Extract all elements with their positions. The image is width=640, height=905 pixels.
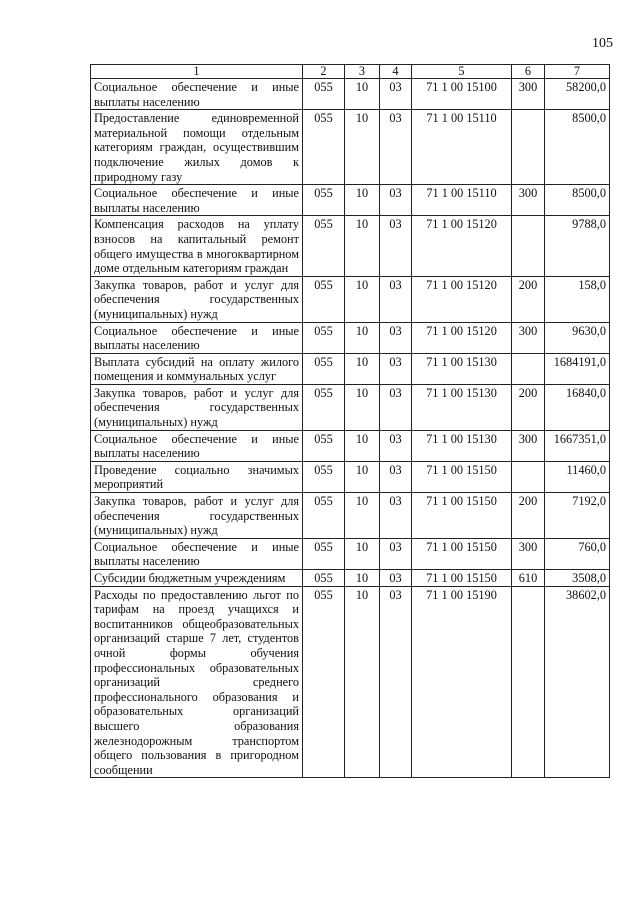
row-name: Компенсация расходов на уплату взносов на капитальный ремонт общего имущества в многоквартирном доме отдельным категориям граждан	[91, 216, 303, 276]
row-target: 71 1 00 15150	[412, 493, 512, 539]
row-amount: 9788,0	[545, 216, 610, 276]
row-expense-type: 200	[512, 384, 545, 430]
row-expense-type	[512, 353, 545, 384]
row-target: 71 1 00 15110	[412, 185, 512, 216]
table-row	[91, 538, 610, 569]
table-row	[91, 276, 610, 322]
row-amount: 760,0	[545, 538, 610, 569]
row-subsection: 03	[380, 430, 412, 461]
row-name: Субсидии бюджетным учреждениям	[91, 570, 303, 587]
header-col-amount: 7	[545, 65, 610, 79]
row-ministry: 055	[303, 538, 345, 569]
row-name: Социальное обеспечение и иные выплаты населению	[91, 430, 303, 461]
table-row	[91, 586, 610, 778]
row-ministry: 055	[303, 353, 345, 384]
row-expense-type	[512, 216, 545, 276]
row-ministry: 055	[303, 493, 345, 539]
row-section: 10	[345, 322, 380, 353]
row-expense-type: 300	[512, 538, 545, 569]
row-section: 10	[345, 276, 380, 322]
row-target: 71 1 00 15130	[412, 430, 512, 461]
row-amount: 16840,0	[545, 384, 610, 430]
row-amount: 7192,0	[545, 493, 610, 539]
row-amount: 3508,0	[545, 570, 610, 587]
row-name: Проведение социально значимых мероприятий	[91, 461, 303, 492]
row-expense-type	[512, 461, 545, 492]
row-amount: 158,0	[545, 276, 610, 322]
row-expense-type: 200	[512, 493, 545, 539]
row-subsection: 03	[380, 570, 412, 587]
row-amount: 58200,0	[545, 79, 610, 110]
row-amount: 1684191,0	[545, 353, 610, 384]
table-row	[91, 570, 610, 587]
row-subsection: 03	[380, 461, 412, 492]
header-col-section: 3	[345, 65, 380, 79]
row-expense-type: 300	[512, 322, 545, 353]
table-body	[91, 79, 610, 778]
row-section: 10	[345, 110, 380, 185]
row-section: 10	[345, 185, 380, 216]
row-target: 71 1 00 15120	[412, 322, 512, 353]
table-row	[91, 430, 610, 461]
row-section: 10	[345, 586, 380, 778]
row-ministry: 055	[303, 430, 345, 461]
row-section: 10	[345, 430, 380, 461]
page-number: 105	[592, 36, 613, 51]
row-ministry: 055	[303, 216, 345, 276]
row-section: 10	[345, 538, 380, 569]
row-expense-type: 300	[512, 185, 545, 216]
header-row	[91, 65, 610, 79]
row-section: 10	[345, 384, 380, 430]
row-section: 10	[345, 216, 380, 276]
table-row	[91, 216, 610, 276]
row-subsection: 03	[380, 493, 412, 539]
row-ministry: 055	[303, 185, 345, 216]
row-subsection: 03	[380, 110, 412, 185]
header-col-ministry: 2	[303, 65, 345, 79]
row-ministry: 055	[303, 276, 345, 322]
row-subsection: 03	[380, 353, 412, 384]
row-name: Закупка товаров, работ и услуг для обеспечения государственных (муниципальных) нужд	[91, 493, 303, 539]
row-subsection: 03	[380, 216, 412, 276]
row-subsection: 03	[380, 276, 412, 322]
table-row	[91, 185, 610, 216]
row-ministry: 055	[303, 322, 345, 353]
header-col-name: 1	[91, 65, 303, 79]
row-subsection: 03	[380, 322, 412, 353]
row-amount: 11460,0	[545, 461, 610, 492]
row-target: 71 1 00 15150	[412, 570, 512, 587]
header-col-expense-type: 6	[512, 65, 545, 79]
table-row	[91, 384, 610, 430]
row-name: Выплата субсидий на оплату жилого помещения и коммунальных услуг	[91, 353, 303, 384]
row-subsection: 03	[380, 79, 412, 110]
table-row	[91, 353, 610, 384]
row-name: Социальное обеспечение и иные выплаты населению	[91, 79, 303, 110]
row-name: Предоставление единовременной материальной помощи отдельным категориям граждан, осуществившим подключение жилых домов к природному газу	[91, 110, 303, 185]
row-expense-type: 610	[512, 570, 545, 587]
row-section: 10	[345, 79, 380, 110]
header-col-subsection: 4	[380, 65, 412, 79]
row-amount: 1667351,0	[545, 430, 610, 461]
table-row	[91, 110, 610, 185]
row-section: 10	[345, 493, 380, 539]
row-target: 71 1 00 15130	[412, 384, 512, 430]
row-subsection: 03	[380, 185, 412, 216]
table-row	[91, 322, 610, 353]
row-name: Социальное обеспечение и иные выплаты населению	[91, 538, 303, 569]
row-section: 10	[345, 461, 380, 492]
row-target: 71 1 00 15150	[412, 538, 512, 569]
row-target: 71 1 00 15130	[412, 353, 512, 384]
row-expense-type	[512, 586, 545, 778]
row-amount: 8500,0	[545, 185, 610, 216]
row-ministry: 055	[303, 79, 345, 110]
row-expense-type	[512, 110, 545, 185]
row-name: Закупка товаров, работ и услуг для обеспечения государственных (муниципальных) нужд	[91, 384, 303, 430]
row-target: 71 1 00 15120	[412, 216, 512, 276]
row-section: 10	[345, 353, 380, 384]
row-ministry: 055	[303, 586, 345, 778]
row-name: Расходы по предоставлению льгот по тарифам на проезд учащихся и воспитанников общеобразовательных организаций старше 7 лет, студентов очной формы обучения профессиональных образовательных организаций среднего профессионального образования и образовательных организаций высшего образования железнодорожным транспортом общего пользования в пригородном сообщении	[91, 586, 303, 778]
row-expense-type: 300	[512, 430, 545, 461]
row-target: 71 1 00 15190	[412, 586, 512, 778]
row-expense-type: 300	[512, 79, 545, 110]
row-amount: 8500,0	[545, 110, 610, 185]
row-ministry: 055	[303, 570, 345, 587]
row-amount: 38602,0	[545, 586, 610, 778]
row-name: Закупка товаров, работ и услуг для обеспечения государственных (муниципальных) нужд	[91, 276, 303, 322]
row-ministry: 055	[303, 384, 345, 430]
row-ministry: 055	[303, 110, 345, 185]
row-expense-type: 200	[512, 276, 545, 322]
row-amount: 9630,0	[545, 322, 610, 353]
row-target: 71 1 00 15110	[412, 110, 512, 185]
table-row	[91, 461, 610, 492]
row-target: 71 1 00 15120	[412, 276, 512, 322]
row-target: 71 1 00 15100	[412, 79, 512, 110]
row-section: 10	[345, 570, 380, 587]
row-subsection: 03	[380, 586, 412, 778]
row-name: Социальное обеспечение и иные выплаты населению	[91, 185, 303, 216]
row-subsection: 03	[380, 384, 412, 430]
row-name: Социальное обеспечение и иные выплаты населению	[91, 322, 303, 353]
row-subsection: 03	[380, 538, 412, 569]
header-col-target: 5	[412, 65, 512, 79]
row-ministry: 055	[303, 461, 345, 492]
row-target: 71 1 00 15150	[412, 461, 512, 492]
budget-table	[90, 64, 610, 778]
table-row	[91, 79, 610, 110]
table-row	[91, 493, 610, 539]
